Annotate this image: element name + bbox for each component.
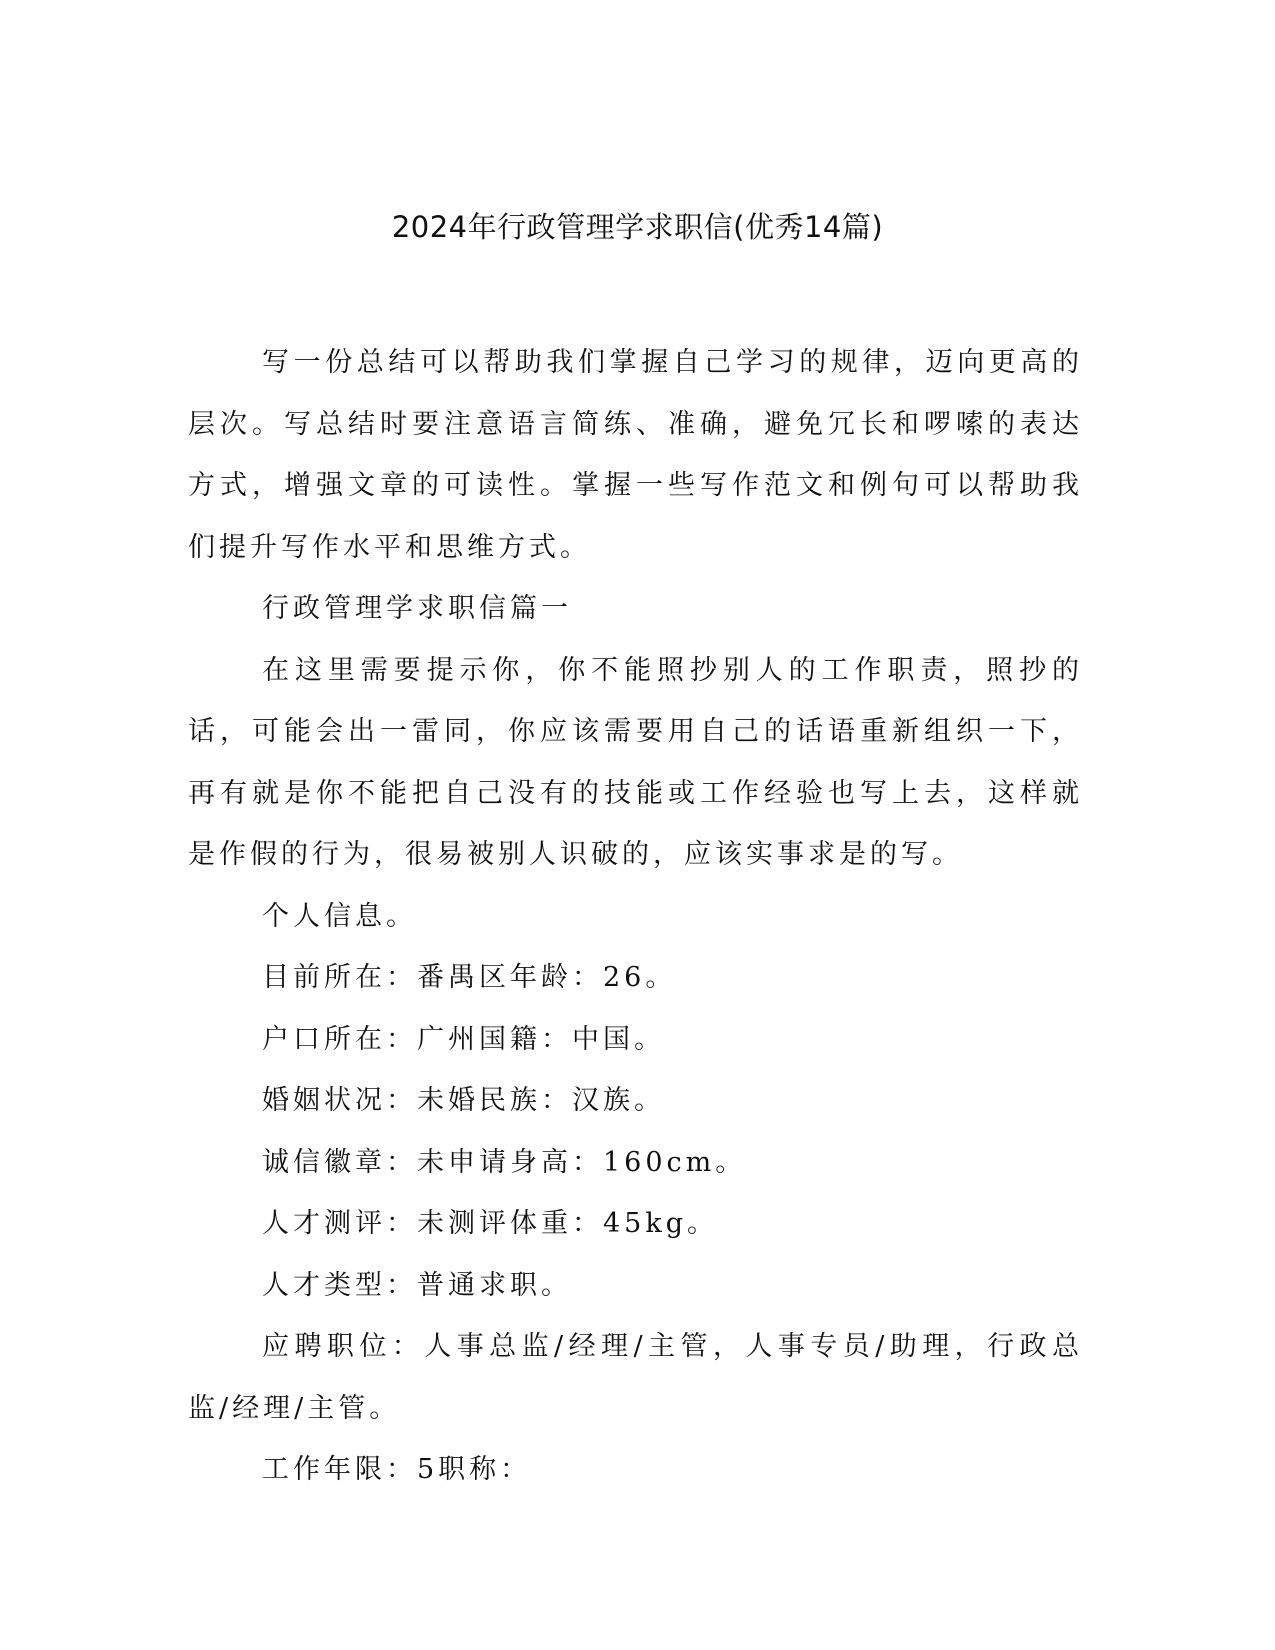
document-title: 2024年行政管理学求职信(优秀14篇) — [391, 210, 884, 244]
info-heading: 个人信息。 — [262, 900, 417, 932]
info-line-talent-type: 人才类型：普通求职。 — [262, 1269, 572, 1301]
section-heading: 行政管理学求职信篇一 — [262, 593, 572, 624]
intro-paragraph: 写一份总结可以帮助我们掌握自己学习的规律，迈向更高的层次。写总结时要注意语言简练、准确，避免冗长和啰嗦的表达方式，增强文章的可读性。掌握一些写作范文和例句可以帮助我们提升写作水平和思维方式。 — [188, 347, 1083, 563]
info-line-badge: 诚信徽章：未申请身高：160cm。 — [262, 1146, 747, 1178]
info-line-position: 应聘职位：人事总监/经理/主管，人事专员/助理，行政总监/经理/主管。 — [188, 1331, 1083, 1424]
body-paragraph: 在这里需要提示你，你不能照抄别人的工作职责，照抄的话，可能会出一雷同，你应该需要用自己的话语重新组织一下，再有就是你不能把自己没有的技能或工作经验也写上去，这样就是作假的行为，很易被别人识破的，应该实事求是的写。 — [188, 654, 1083, 870]
info-line-assessment: 人才测评：未测评体重：45kg。 — [262, 1208, 719, 1239]
info-line-marital: 婚姻状况：未婚民族：汉族。 — [262, 1085, 665, 1116]
info-line-location: 目前所在：番禺区年龄：26。 — [262, 962, 677, 993]
info-line-hukou: 户口所在：广州国籍：中国。 — [262, 1023, 665, 1055]
document-body — [188, 332, 1083, 1501]
info-line-experience: 工作年限：5职称： — [262, 1454, 532, 1485]
